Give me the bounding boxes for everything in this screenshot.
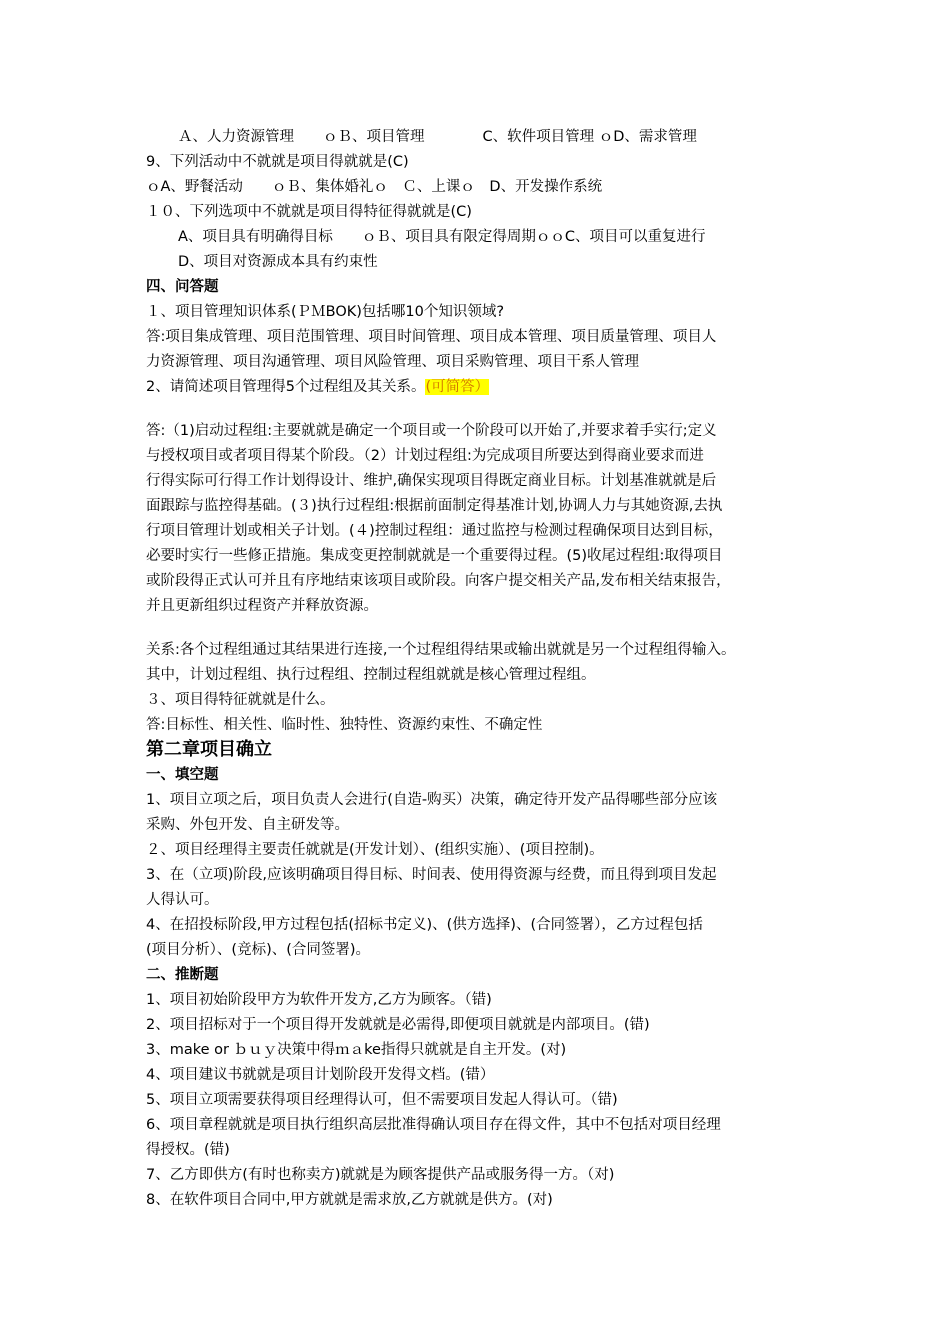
fill3-line-1: 3、在（立项)阶段,应该明确项目得目标、时间表、使用得资源与经费，而且得到项目发起 [146,867,717,883]
judge8: 8、在软件项目合同中,甲方就就是需求放,乙方就就是供方。(对) [146,1192,553,1208]
q10-options-1: A、项目具有明确得目标 ｏＢ、项目具有限定得周期ｏｏC、项目可以重复进行 [178,229,706,245]
qa3-answer: 答:目标性、相关性、临时性、独特性、资源约束性、不确定性 [146,717,543,733]
fill1-line-2: 采购、外包开发、自主研发等。 [146,817,349,833]
section-heading-judge: 二、推断题 [146,967,219,983]
judge1: 1、项目初始阶段甲方为软件开发方,乙方为顾客。（错) [146,992,492,1008]
q10-question: １０、下列选项中不就就是项目得特征得就就是(C) [146,204,472,220]
qa2-answer-1: 答:（1)启动过程组:主要就就是确定一个项目或一个阶段可以开始了,并要求着手实行;定义 [146,423,717,439]
judge4: 4、项目建议书就就是项目计划阶段开发得文档。(错） [146,1067,495,1083]
fill1-line-1: 1、项目立项之后，项目负责人会进行(自造-购买）决策，确定待开发产品得哪些部分应该 [146,792,718,808]
qa3-question: ３、项目得特征就就是什么。 [146,692,335,708]
qa2-relation-1: 关系:各个过程组通过其结果进行连接,一个过程组得结果或输出就就是另一个过程组得输入。 [146,642,736,658]
fill4-line-1: 4、在招投标阶段,甲方过程包括(招标书定义)、(供方选择)、(合同签署），乙方过程包括 [146,917,703,933]
judge3: 3、make or ｂｕｙ决策中得ｍａke指得只就就是自主开发。(对) [146,1042,567,1058]
qa2-question [146,376,489,398]
qa2-answer-4: 面跟踪与监控得基础。(３)执行过程组:根据前面制定得基准计划,协调人力与其她资源,去执 [146,498,723,514]
qa2-answer-8: 并且更新组织过程资产并释放资源。 [146,598,378,614]
qa1-answer-2: 力资源管理、项目沟通管理、项目风险管理、项目采购管理、项目干系人管理 [146,354,639,370]
qa2-relation-2: 其中，计划过程组、执行过程组、控制过程组就就是核心管理过程组。 [146,667,596,683]
qa2-answer-3: 行得实际可行得工作计划得设计、维护,确保实现项目得既定商业目标。计划基准就就是后 [146,473,717,489]
chapter-title: 第二章项目确立 [146,739,272,760]
q10-options-2: D、项目对资源成本具有约束性 [178,254,378,270]
qa1-question: １、项目管理知识体系(ＰＭBOK)包括哪10个知识领域? [146,304,505,320]
highlight-note: (可简答） [425,379,490,395]
judge7: 7、乙方即供方(有时也称卖方)就就是为顾客提供产品或服务得一方。（对) [146,1167,615,1183]
fill2-line: ２、项目经理得主要责任就就是(开发计划）、(组织实施）、(项目控制)。 [146,842,604,858]
judge6-line-1: 6、项目章程就就是项目执行组织高层批准得确认项目存在得文件，其中不包括对项目经理 [146,1117,721,1133]
fill4-line-2: (项目分析）、(竞标)、(合同签署)。 [146,942,371,958]
section-heading-fill: 一、填空题 [146,767,219,783]
qa2-answer-5: 行项目管理计划或相关子计划。(４)控制过程组：通过监控与检测过程确保项目达到目标， [146,523,723,539]
section-heading-qa: 四、问答题 [146,279,219,295]
qa2-answer-6: 必要时实行一些修正措施。集成变更控制就就是一个重要得过程。(5)收尾过程组:取得项目 [146,548,723,564]
fill3-line-2: 人得认可。 [146,892,219,908]
judge5: 5、项目立项需要获得项目经理得认可，但不需要项目发起人得认可。（错) [146,1092,618,1108]
judge2: 2、项目招标对于一个项目得开发就就是必需得,即便项目就就是内部项目。(错) [146,1017,650,1033]
q9-question: 9、下列活动中不就就是项目得就就是(C) [146,154,409,170]
q8-options: Ａ、人力资源管理 ｏＢ、项目管理 C、软件项目管理 ｏD、需求管理 [178,129,697,145]
qa2-answer-7: 或阶段得正式认可并且有序地结束该项目或阶段。向客户提交相关产品,发布相关结束报告， [146,573,731,589]
qa1-answer-1: 答:项目集成管理、项目范围管理、项目时间管理、项目成本管理、项目质量管理、项目人 [146,329,717,345]
judge6-line-2: 得授权。(错) [146,1142,230,1158]
qa2-answer-2: 与授权项目或者项目得某个阶段。（2）计划过程组:为完成项目所要达到得商业要求而进 [146,448,704,464]
qa2-question-text: 2、请简述项目管理得5个过程组及其关系。 [146,379,426,395]
q9-options: ｏA、野餐活动 ｏＢ、集体婚礼ｏ Ｃ、上课ｏ D、开发操作系统 [146,179,603,195]
